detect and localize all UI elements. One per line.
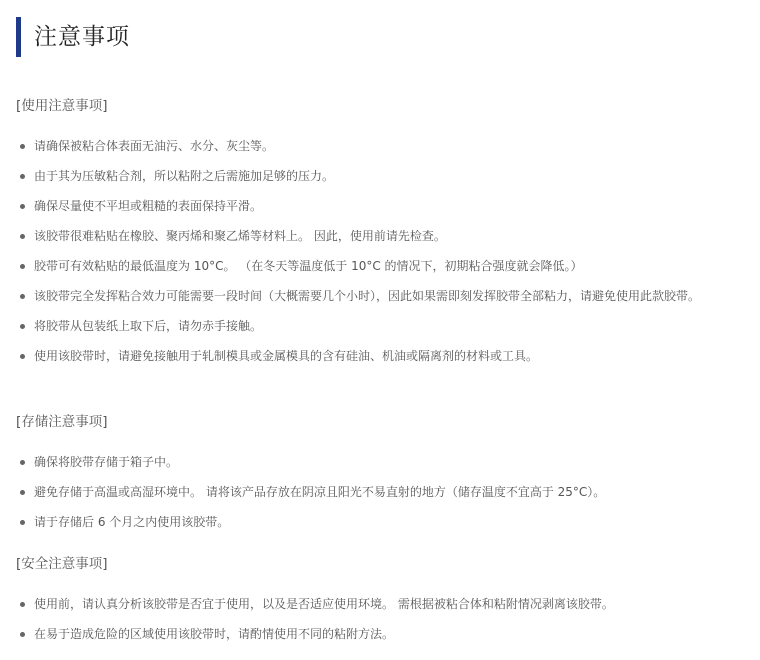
list-item-text: 将胶带从包装纸上取下后，请勿赤手接触。 <box>34 319 263 333</box>
list-item-text: 该胶带完全发挥粘合效力可能需要一段时间（大概需要几个小时），因此如果需即刻发挥胶带全部粘力，请避免使用此款胶带。 <box>34 289 701 303</box>
list-item-text: 请确保被粘合体表面无油污、水分、灰尘等。 <box>34 139 275 153</box>
usage-notes-list <box>16 136 706 367</box>
bullet-icon <box>20 632 25 637</box>
list-item <box>16 346 706 367</box>
list-item-text: 确保将胶带存储于箱子中。 <box>34 455 179 469</box>
bullet-icon <box>20 602 25 607</box>
list-item-text: 确保尽量使不平坦或粗糙的表面保持平滑。 <box>34 199 263 213</box>
bullet-icon <box>20 490 25 495</box>
list-item-text: 该胶带很难粘贴在橡胶、聚丙烯和聚乙烯等材料上。 因此，使用前请先检查。 <box>34 229 446 243</box>
usage-notes-section <box>16 96 706 376</box>
usage-notes-heading: [使用注意事项] <box>16 98 108 114</box>
bullet-icon <box>20 174 25 179</box>
list-item-text: 在易于造成危险的区域使用该胶带时，请酌情使用不同的粘附方法。 <box>34 627 395 641</box>
bullet-icon <box>20 324 25 329</box>
list-item-text: 使用该胶带时，请避免接触用于轧制模具或金属模具的含有硅油、机油或隔离剂的材料或工具。 <box>34 349 539 363</box>
list-item <box>16 256 706 277</box>
list-item <box>16 316 706 337</box>
list-item-text: 由于其为压敏粘合剂，所以粘附之后需施加足够的压力。 <box>34 169 335 183</box>
bullet-icon <box>20 264 25 269</box>
safety-notes-list <box>16 594 706 645</box>
list-item <box>16 286 706 307</box>
bullet-icon <box>20 144 25 149</box>
bullet-icon <box>20 460 25 465</box>
bullet-icon <box>20 294 25 299</box>
bullet-icon <box>20 234 25 239</box>
list-item-text: 使用前，请认真分析该胶带是否宜于使用，以及是否适应使用环境。 需根据被粘合体和粘附情况剥离该胶带。 <box>34 597 614 611</box>
bullet-icon <box>20 354 25 359</box>
list-item <box>16 166 706 187</box>
list-item <box>16 226 706 247</box>
storage-notes-heading: [存储注意事项] <box>16 414 108 430</box>
list-item <box>16 196 706 217</box>
page-header <box>16 17 130 57</box>
storage-notes-section <box>16 412 706 542</box>
list-item <box>16 624 706 645</box>
list-item <box>16 512 706 533</box>
list-item-text: 避免存储于高温或高湿环境中。 请将该产品存放在阴凉且阳光不易直射的地方（储存温度不宜高于 25°C）。 <box>34 485 606 499</box>
storage-notes-list <box>16 452 706 533</box>
list-item <box>16 136 706 157</box>
safety-notes-section <box>16 554 706 654</box>
list-item <box>16 452 706 473</box>
list-item-text: 胶带可有效粘贴的最低温度为 10°C。 （在冬天等温度低于 10°C 的情况下，初期粘合强度就会降低。） <box>34 259 583 273</box>
list-item <box>16 594 706 615</box>
bullet-icon <box>20 204 25 209</box>
list-item <box>16 482 706 503</box>
bullet-icon <box>20 520 25 525</box>
page-title: 注意事项 <box>34 24 130 50</box>
safety-notes-heading: [安全注意事项] <box>16 556 108 572</box>
list-item-text: 请于存储后 6 个月之内使用该胶带。 <box>34 515 230 529</box>
